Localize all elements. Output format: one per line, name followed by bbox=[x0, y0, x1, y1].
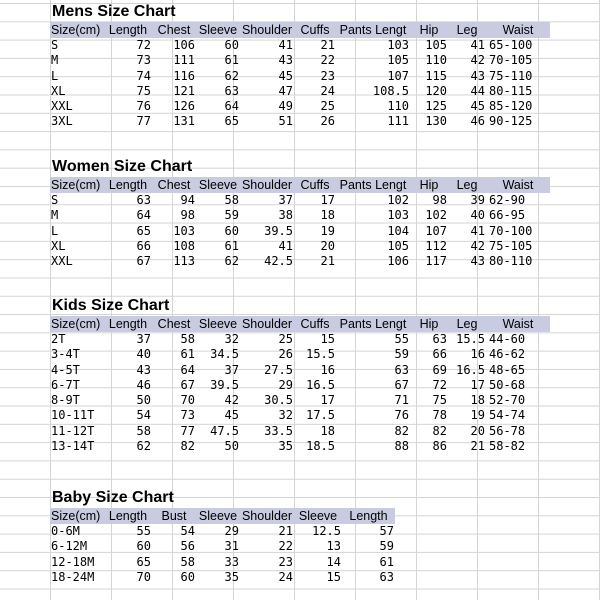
mens-table-cell: 46 bbox=[470, 114, 485, 129]
women-table-cell: M bbox=[51, 208, 59, 223]
kids-table-cell: 16 bbox=[320, 362, 335, 377]
kids-table-cell: 71 bbox=[394, 393, 409, 408]
kids-table-cell: 82 bbox=[432, 423, 447, 438]
women-table-row bbox=[50, 193, 550, 208]
mens-table-row bbox=[50, 84, 550, 99]
mens-table-cell: 43 bbox=[278, 53, 293, 68]
kids-table-cell: 78 bbox=[432, 408, 447, 423]
kids-table-cell: 69 bbox=[432, 362, 447, 377]
kids-table-cell: 16.5 bbox=[456, 362, 485, 377]
women-table-cell: 113 bbox=[173, 254, 195, 269]
kids-table-cell: 46 bbox=[136, 377, 151, 392]
kids-table-cell: 75 bbox=[432, 393, 447, 408]
women-table-cell: 38 bbox=[278, 208, 293, 223]
kids-table-cell: 17 bbox=[470, 377, 485, 392]
women-section bbox=[50, 157, 550, 269]
baby-column-header: Length bbox=[342, 508, 395, 524]
mens-section bbox=[50, 2, 550, 130]
mens-column-header: Cuffs bbox=[294, 22, 336, 38]
mens-table-cell: 24 bbox=[320, 83, 335, 98]
baby-table-row bbox=[50, 555, 395, 570]
women-table-cell: 58 bbox=[224, 193, 239, 207]
kids-table-cell: 55 bbox=[394, 332, 409, 346]
women-table-cell: 41 bbox=[470, 223, 485, 238]
women-body bbox=[50, 193, 550, 269]
kids-table-cell: 50 bbox=[224, 439, 239, 454]
kids-table-row bbox=[50, 408, 550, 423]
kids-table-cell: 15.5 bbox=[306, 347, 335, 362]
kids-section bbox=[50, 296, 550, 454]
mens-table-row bbox=[50, 99, 550, 114]
women-table-cell: 106 bbox=[387, 254, 409, 269]
kids-table-cell: 33.5 bbox=[264, 423, 293, 438]
baby-table-cell: 12.5 bbox=[312, 524, 341, 538]
mens-table-cell: 111 bbox=[387, 114, 409, 129]
women-table-row bbox=[50, 208, 550, 223]
women-table-cell: 103 bbox=[173, 223, 195, 238]
kids-table-cell: 4-5T bbox=[51, 362, 80, 377]
kids-table-cell: 52-70 bbox=[489, 393, 526, 408]
mens-table-cell: 43 bbox=[470, 68, 485, 83]
kids-table-cell: 17.5 bbox=[306, 408, 335, 423]
mens-table-cell: 21 bbox=[320, 38, 335, 52]
kids-table-cell: 25 bbox=[278, 332, 293, 346]
baby-table-row bbox=[50, 570, 395, 585]
mens-table-cell: 44 bbox=[470, 83, 485, 98]
kids-table-row bbox=[50, 439, 550, 454]
women-table-cell: 107 bbox=[425, 223, 447, 238]
baby-header-row bbox=[50, 508, 395, 524]
women-table-cell: L bbox=[51, 223, 59, 238]
kids-table-cell: 29 bbox=[278, 377, 293, 392]
women-table-cell: 75-105 bbox=[489, 238, 533, 253]
women-column-header: Sleeve bbox=[196, 177, 240, 193]
baby-table-cell: 55 bbox=[136, 524, 151, 538]
mens-table-cell: 80-115 bbox=[489, 83, 533, 98]
kids-table-cell: 54 bbox=[136, 408, 151, 423]
women-table-cell: 59 bbox=[224, 208, 239, 223]
mens-table-cell: 110 bbox=[425, 53, 447, 68]
kids-table-cell: 46-62 bbox=[489, 347, 526, 362]
baby-table-cell: 59 bbox=[379, 539, 394, 554]
kids-table-cell: 42 bbox=[224, 393, 239, 408]
women-table-cell: 66 bbox=[136, 238, 151, 253]
kids-table-cell: 15.5 bbox=[456, 332, 485, 346]
mens-table-cell: 73 bbox=[136, 53, 151, 68]
women-table-cell: 102 bbox=[425, 208, 447, 223]
kids-table-cell: 59 bbox=[394, 347, 409, 362]
kids-column-header: Sleeve bbox=[196, 316, 240, 332]
kids-table-cell: 47.5 bbox=[210, 423, 239, 438]
women-table-cell: 42.5 bbox=[264, 254, 293, 269]
women-table-cell: 70-100 bbox=[489, 223, 533, 238]
mens-table-cell: 105 bbox=[425, 38, 447, 52]
mens-table-cell: 25 bbox=[320, 99, 335, 114]
kids-table-cell: 10-11T bbox=[51, 408, 95, 423]
kids-table-cell: 63 bbox=[394, 362, 409, 377]
mens-table-cell: XXL bbox=[51, 99, 73, 114]
mens-table-cell: 49 bbox=[278, 99, 293, 114]
baby-table-cell: 60 bbox=[136, 539, 151, 554]
mens-column-header: Length bbox=[104, 22, 152, 38]
mens-table-cell: 131 bbox=[173, 114, 195, 129]
kids-table-cell: 70 bbox=[180, 393, 195, 408]
women-table-cell: 20 bbox=[320, 238, 335, 253]
mens-table-cell: 77 bbox=[136, 114, 151, 129]
baby-table-cell: 29 bbox=[224, 524, 239, 538]
women-table-cell: 17 bbox=[320, 193, 335, 207]
women-column-header: Cuffs bbox=[294, 177, 336, 193]
mens-table-cell: L bbox=[51, 68, 59, 83]
baby-table-cell: 18-24M bbox=[51, 569, 95, 584]
kids-table-cell: 35 bbox=[278, 439, 293, 454]
mens-table bbox=[50, 22, 550, 130]
baby-table-cell: 31 bbox=[224, 539, 239, 554]
baby-table-cell: 0-6M bbox=[51, 524, 80, 538]
kids-table-cell: 73 bbox=[180, 408, 195, 423]
baby-table-cell: 23 bbox=[278, 554, 293, 569]
kids-table-cell: 61 bbox=[180, 347, 195, 362]
kids-column-header: Length bbox=[104, 316, 152, 332]
baby-column-header: Bust bbox=[152, 508, 196, 524]
mens-table-cell: 90-125 bbox=[489, 114, 533, 129]
women-table-cell: 103 bbox=[387, 208, 409, 223]
kids-table-cell: 20 bbox=[470, 423, 485, 438]
mens-table-cell: 60 bbox=[224, 38, 239, 52]
kids-column-header: Chest bbox=[152, 316, 196, 332]
women-table-cell: 80-110 bbox=[489, 254, 533, 269]
kids-column-header: Waist bbox=[486, 316, 550, 332]
women-table-cell: 105 bbox=[387, 238, 409, 253]
kids-table-cell: 30.5 bbox=[264, 393, 293, 408]
women-table-cell: 98 bbox=[180, 208, 195, 223]
baby-table-cell: 15 bbox=[326, 569, 341, 584]
mens-table-cell: 107 bbox=[387, 68, 409, 83]
kids-table-cell: 56-78 bbox=[489, 423, 526, 438]
women-table-cell: 21 bbox=[320, 254, 335, 269]
mens-table-cell: 116 bbox=[173, 68, 195, 83]
women-column-header: Pants Lengt bbox=[336, 177, 410, 193]
baby-title: Baby Size Chart bbox=[52, 489, 174, 506]
women-table-cell: 40 bbox=[470, 208, 485, 223]
mens-table-cell: 42 bbox=[470, 53, 485, 68]
baby-column-header: Length bbox=[104, 508, 152, 524]
women-table-cell: 18 bbox=[320, 208, 335, 223]
kids-table-cell: 66 bbox=[432, 347, 447, 362]
women-table-cell: XXL bbox=[51, 254, 73, 269]
kids-table-row bbox=[50, 332, 550, 347]
baby-table-cell: 63 bbox=[379, 569, 394, 584]
women-table-cell: 94 bbox=[180, 193, 195, 207]
mens-table-cell: 125 bbox=[425, 99, 447, 114]
mens-column-header: Sleeve bbox=[196, 22, 240, 38]
mens-column-header: Pants Lengt bbox=[336, 22, 410, 38]
kids-table-cell: 44-60 bbox=[489, 332, 526, 346]
mens-table-cell: 45 bbox=[470, 99, 485, 114]
women-table-cell: 61 bbox=[224, 238, 239, 253]
kids-table-row bbox=[50, 347, 550, 362]
mens-table-cell: 62 bbox=[224, 68, 239, 83]
kids-table-cell: 48-65 bbox=[489, 362, 526, 377]
kids-table-cell: 50 bbox=[136, 393, 151, 408]
mens-table-cell: S bbox=[51, 38, 59, 52]
baby-table-cell: 65 bbox=[136, 554, 151, 569]
kids-column-header: Leg bbox=[448, 316, 486, 332]
baby-table-row bbox=[50, 539, 395, 554]
women-column-header: Size(cm) bbox=[50, 177, 104, 193]
mens-table-cell: M bbox=[51, 53, 59, 68]
kids-table bbox=[50, 316, 550, 454]
women-column-header: Chest bbox=[152, 177, 196, 193]
kids-table-cell: 45 bbox=[224, 408, 239, 423]
mens-table-cell: 120 bbox=[425, 83, 447, 98]
women-table-row bbox=[50, 224, 550, 239]
mens-table-cell: 26 bbox=[320, 114, 335, 129]
baby-table-cell: 61 bbox=[379, 554, 394, 569]
mens-table-cell: 126 bbox=[173, 99, 195, 114]
women-column-header: Waist bbox=[486, 177, 550, 193]
mens-table-row bbox=[50, 69, 550, 84]
kids-table-cell: 86 bbox=[432, 439, 447, 454]
kids-column-header: Pants Lengt bbox=[336, 316, 410, 332]
women-table-cell: 39 bbox=[470, 193, 485, 207]
baby-table-cell: 14 bbox=[326, 554, 341, 569]
women-table-cell: 108 bbox=[173, 238, 195, 253]
women-table-cell: 117 bbox=[425, 254, 447, 269]
kids-table-cell: 27.5 bbox=[264, 362, 293, 377]
mens-table-cell: 64 bbox=[224, 99, 239, 114]
baby-table-cell: 35 bbox=[224, 569, 239, 584]
mens-table-cell: 75-110 bbox=[489, 68, 533, 83]
mens-table-cell: 70-105 bbox=[489, 53, 533, 68]
women-column-header: Shoulder bbox=[241, 178, 293, 192]
baby-table-cell: 60 bbox=[180, 569, 195, 584]
women-table-row bbox=[50, 254, 550, 269]
women-column-header: Length bbox=[104, 177, 152, 193]
kids-column-header: Shoulder bbox=[241, 317, 293, 331]
kids-table-cell: 18 bbox=[470, 393, 485, 408]
kids-table-cell: 13-14T bbox=[51, 439, 95, 454]
mens-table-cell: 41 bbox=[278, 38, 293, 52]
mens-table-cell: 65-100 bbox=[489, 38, 533, 52]
baby-table bbox=[50, 508, 395, 585]
mens-table-cell: 72 bbox=[136, 38, 151, 52]
mens-table-cell: 130 bbox=[425, 114, 447, 129]
mens-table-cell: 22 bbox=[320, 53, 335, 68]
kids-table-cell: 26 bbox=[278, 347, 293, 362]
women-column-header: Leg bbox=[448, 177, 486, 193]
kids-table-cell: 58 bbox=[180, 332, 195, 346]
mens-column-header: Size(cm) bbox=[50, 22, 104, 38]
kids-column-header: Hip bbox=[410, 316, 448, 332]
mens-table-cell: 75 bbox=[136, 83, 151, 98]
kids-table-cell: 8-9T bbox=[51, 393, 80, 408]
kids-header-row bbox=[50, 316, 550, 332]
mens-table-cell: 121 bbox=[173, 83, 195, 98]
mens-table-cell: 111 bbox=[173, 53, 195, 68]
kids-table-cell: 39.5 bbox=[210, 377, 239, 392]
kids-table-cell: 16.5 bbox=[306, 377, 335, 392]
kids-table-cell: 67 bbox=[180, 377, 195, 392]
kids-table-cell: 67 bbox=[394, 377, 409, 392]
kids-table-cell: 72 bbox=[432, 377, 447, 392]
baby-table-cell: 57 bbox=[379, 524, 394, 538]
baby-table-cell: 24 bbox=[278, 569, 293, 584]
women-header-row bbox=[50, 177, 550, 193]
mens-table-row bbox=[50, 53, 550, 68]
kids-table-cell: 63 bbox=[432, 332, 447, 346]
kids-table-cell: 3-4T bbox=[51, 347, 80, 362]
kids-table-cell: 77 bbox=[180, 423, 195, 438]
mens-table-cell: 103 bbox=[387, 38, 409, 52]
kids-table-cell: 43 bbox=[136, 362, 151, 377]
baby-table-cell: 21 bbox=[278, 524, 293, 538]
kids-table-cell: 16 bbox=[470, 347, 485, 362]
kids-table-cell: 82 bbox=[394, 423, 409, 438]
mens-table-cell: 108.5 bbox=[372, 83, 409, 98]
women-table-cell: XL bbox=[51, 238, 66, 253]
kids-table-cell: 17 bbox=[320, 393, 335, 408]
kids-table-cell: 62 bbox=[136, 439, 151, 454]
mens-body bbox=[50, 38, 550, 130]
mens-table-row bbox=[50, 114, 550, 129]
baby-table-cell: 33 bbox=[224, 554, 239, 569]
baby-table-cell: 58 bbox=[180, 554, 195, 569]
mens-title: Mens Size Chart bbox=[52, 3, 176, 20]
mens-table-cell: 47 bbox=[278, 83, 293, 98]
mens-column-header: Shoulder bbox=[241, 23, 293, 37]
mens-table-cell: 3XL bbox=[51, 114, 73, 129]
baby-table-row bbox=[50, 524, 395, 539]
women-table-cell: 37 bbox=[278, 193, 293, 207]
kids-table-cell: 76 bbox=[394, 408, 409, 423]
mens-table-cell: 41 bbox=[470, 38, 485, 52]
women-table-cell: S bbox=[51, 193, 59, 207]
baby-table-cell: 54 bbox=[180, 524, 195, 538]
baby-column-header: Sleeve bbox=[196, 508, 240, 524]
kids-table-cell: 15 bbox=[320, 332, 335, 346]
kids-table-cell: 64 bbox=[180, 362, 195, 377]
women-title: Women Size Chart bbox=[52, 158, 193, 175]
women-table-cell: 62 bbox=[224, 254, 239, 269]
kids-table-row bbox=[50, 378, 550, 393]
kids-table-cell: 40 bbox=[136, 347, 151, 362]
mens-table-cell: 110 bbox=[387, 99, 409, 114]
women-table-row bbox=[50, 239, 550, 254]
women-table-cell: 102 bbox=[387, 193, 409, 207]
kids-table-cell: 37 bbox=[224, 362, 239, 377]
kids-table-cell: 6-7T bbox=[51, 377, 80, 392]
women-table-cell: 67 bbox=[136, 254, 151, 269]
women-table-cell: 63 bbox=[136, 193, 151, 207]
kids-table-cell: 11-12T bbox=[51, 423, 95, 438]
mens-table-row bbox=[50, 38, 550, 53]
kids-body bbox=[50, 332, 550, 454]
baby-column-header: Sleeve bbox=[294, 508, 342, 524]
women-table-cell: 62-90 bbox=[489, 193, 526, 207]
mens-table-cell: 76 bbox=[136, 99, 151, 114]
baby-table-cell: 56 bbox=[180, 539, 195, 554]
baby-column-header: Size(cm) bbox=[50, 508, 104, 524]
baby-table-cell: 70 bbox=[136, 569, 151, 584]
mens-table-cell: 51 bbox=[278, 114, 293, 129]
kids-table-cell: 21 bbox=[470, 439, 485, 454]
kids-table-cell: 18 bbox=[320, 423, 335, 438]
kids-column-header: Size(cm) bbox=[50, 316, 104, 332]
kids-table-row bbox=[50, 424, 550, 439]
kids-title: Kids Size Chart bbox=[52, 297, 170, 314]
kids-table-cell: 37 bbox=[136, 332, 151, 346]
kids-table-cell: 32 bbox=[224, 332, 239, 346]
mens-table-cell: XL bbox=[51, 83, 66, 98]
women-table-cell: 60 bbox=[224, 223, 239, 238]
baby-section bbox=[50, 488, 550, 585]
kids-table-cell: 50-68 bbox=[489, 377, 526, 392]
kids-table-cell: 58 bbox=[136, 423, 151, 438]
baby-table-cell: 6-12M bbox=[51, 539, 88, 554]
kids-table-cell: 54-74 bbox=[489, 408, 526, 423]
mens-table-cell: 74 bbox=[136, 68, 151, 83]
mens-table-cell: 85-120 bbox=[489, 99, 533, 114]
kids-table-cell: 2T bbox=[51, 332, 66, 346]
mens-table-cell: 63 bbox=[224, 83, 239, 98]
mens-header-row bbox=[50, 22, 550, 38]
mens-table-cell: 106 bbox=[173, 38, 195, 52]
kids-table-row bbox=[50, 363, 550, 378]
kids-table-cell: 82 bbox=[180, 439, 195, 454]
baby-table-cell: 13 bbox=[326, 539, 341, 554]
mens-column-header: Chest bbox=[152, 22, 196, 38]
women-table-cell: 112 bbox=[425, 238, 447, 253]
women-table-cell: 42 bbox=[470, 238, 485, 253]
women-table-cell: 43 bbox=[470, 254, 485, 269]
women-table-cell: 98 bbox=[432, 193, 447, 207]
women-table-cell: 65 bbox=[136, 223, 151, 238]
kids-table-row bbox=[50, 393, 550, 408]
women-table-cell: 64 bbox=[136, 208, 151, 223]
kids-table-cell: 18.5 bbox=[306, 439, 335, 454]
women-table-cell: 19 bbox=[320, 223, 335, 238]
kids-table-cell: 88 bbox=[394, 439, 409, 454]
baby-table-cell: 12-18M bbox=[51, 554, 95, 569]
women-table bbox=[50, 177, 550, 269]
mens-column-header: Hip bbox=[410, 22, 448, 38]
baby-body bbox=[50, 524, 395, 585]
kids-table-cell: 19 bbox=[470, 408, 485, 423]
women-table-cell: 39.5 bbox=[264, 223, 293, 238]
baby-table-cell: 22 bbox=[278, 539, 293, 554]
baby-column-header: Shoulder bbox=[241, 509, 293, 523]
kids-table-cell: 58-82 bbox=[489, 439, 526, 454]
mens-table-cell: 61 bbox=[224, 53, 239, 68]
mens-table-cell: 65 bbox=[224, 114, 239, 129]
women-table-cell: 41 bbox=[278, 238, 293, 253]
women-table-cell: 104 bbox=[387, 223, 409, 238]
women-column-header: Hip bbox=[410, 177, 448, 193]
mens-table-cell: 23 bbox=[320, 68, 335, 83]
kids-table-cell: 34.5 bbox=[210, 347, 239, 362]
women-table-cell: 66-95 bbox=[489, 208, 526, 223]
mens-table-cell: 45 bbox=[278, 68, 293, 83]
mens-column-header: Leg bbox=[448, 22, 486, 38]
mens-column-header: Waist bbox=[486, 22, 550, 38]
kids-table-cell: 32 bbox=[278, 408, 293, 423]
mens-table-cell: 105 bbox=[387, 53, 409, 68]
mens-table-cell: 115 bbox=[425, 68, 447, 83]
kids-column-header: Cuffs bbox=[294, 316, 336, 332]
